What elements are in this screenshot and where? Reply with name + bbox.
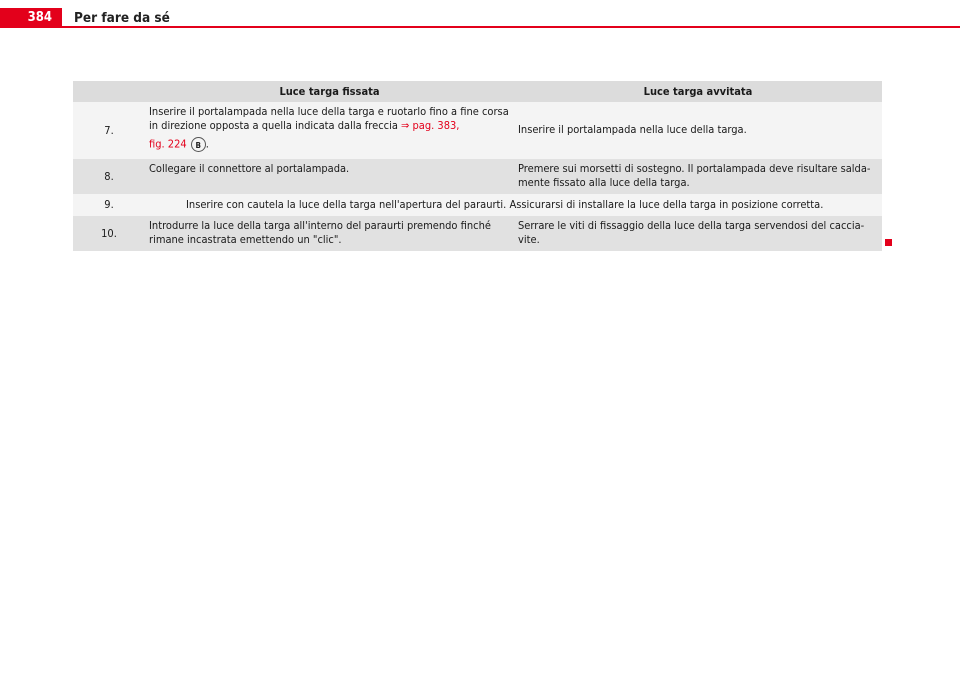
step-fixed-body: Inserire il portalampada nella luce della targa e ruotarlo fino a fine corsa in direzione opposta a quella indicata dalla freccia (149, 105, 509, 132)
step-number: 9. (73, 194, 145, 216)
step-number: 8. (73, 159, 145, 194)
section-end-marker (885, 239, 892, 246)
table-row (73, 159, 882, 194)
page-number: 384 (0, 8, 62, 28)
step-number: 10. (73, 216, 145, 251)
step-number: 7. (73, 102, 145, 159)
figure-reference-link[interactable]: fig. 224 (149, 137, 187, 151)
table-row (73, 216, 882, 251)
column-header-step (73, 81, 145, 102)
sentence-end: . (205, 137, 209, 151)
instructions-table (73, 81, 882, 251)
table-row (73, 102, 882, 159)
table-row (73, 194, 882, 216)
step-screwed-text: Premere sui morsetti di sostegno. Il portalampada deve risultare salda-mente fissato alla luce della targa. (514, 159, 882, 194)
step-screwed-text: Inserire il portalampada nella luce della targa. (514, 102, 882, 159)
step-fixed-text: Introdurre la luce della targa all'interno del paraurti premendo finché rimane incastrata emettendo un "clic". (145, 216, 514, 251)
header-rule (0, 26, 960, 28)
step-screwed-text: Serrare le viti di fissaggio della luce della targa servendosi del caccia-vite. (514, 216, 882, 251)
column-header-fixed: Luce targa fissata (145, 81, 514, 102)
column-header-screwed: Luce targa avvitata (514, 81, 882, 102)
callout-b-badge: B (191, 137, 206, 152)
cross-ref-arrow-icon: ⇒ (401, 119, 410, 132)
page-header (0, 0, 960, 28)
page-title: Per fare da sé (74, 10, 170, 26)
step-merged-text: Inserire con cautela la luce della targa nell'apertura del paraurti. Assicurarsi di installare la luce della targa in posizione corretta. (145, 194, 882, 216)
page-reference-link[interactable]: pag. 383, (412, 119, 460, 132)
step-fixed-text (145, 102, 514, 159)
step-fixed-text: Collegare il connettore al portalampada. (145, 159, 514, 194)
table-header-row (73, 81, 882, 102)
